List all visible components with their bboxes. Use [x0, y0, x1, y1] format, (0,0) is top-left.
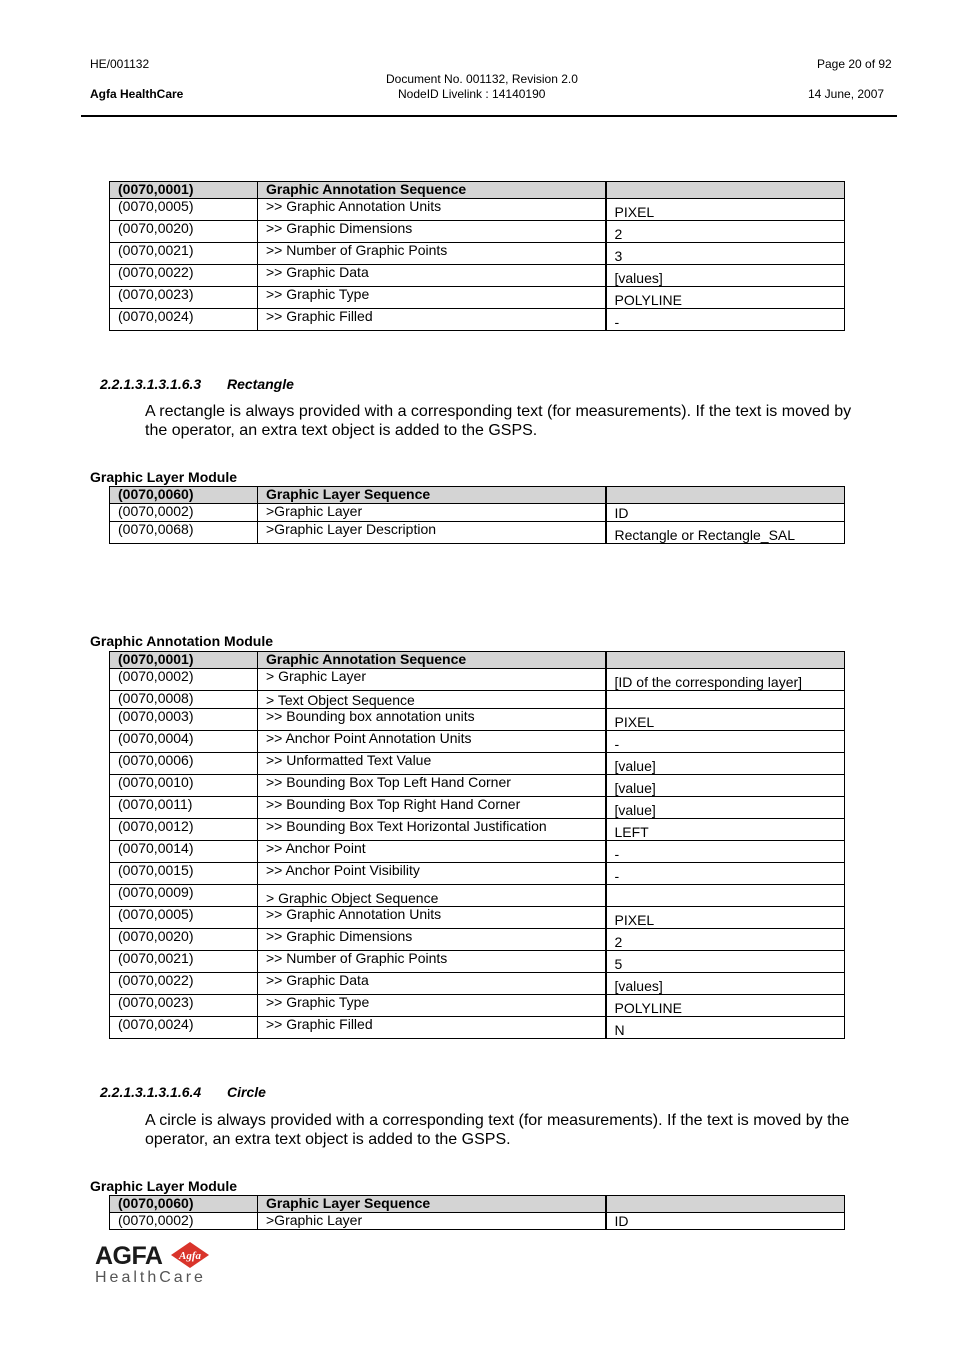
value-cell: PIXEL	[606, 907, 845, 929]
tag-cell: (0070,0002)	[110, 669, 258, 691]
attribute-cell: >> Graphic Data	[258, 973, 606, 995]
attribute-cell: >> Graphic Data	[258, 265, 606, 287]
attribute-cell: Graphic Annotation Sequence	[258, 182, 606, 199]
graphic-layer-table-1	[109, 486, 845, 544]
tag-cell: (0070,0002)	[110, 504, 258, 522]
table-row	[110, 951, 845, 973]
table-row	[110, 907, 845, 929]
attribute-cell: >Graphic Layer	[258, 1213, 606, 1230]
attribute-cell: > Graphic Layer	[258, 669, 606, 691]
table-row	[110, 199, 845, 221]
tag-cell: (0070,0010)	[110, 775, 258, 797]
table-row	[110, 669, 845, 691]
value-cell: -	[606, 841, 845, 863]
graphic-annotation-table-2	[109, 651, 845, 1039]
value-cell: 2	[606, 929, 845, 951]
value-cell	[606, 652, 845, 669]
tag-cell: (0070,0060)	[110, 1196, 258, 1213]
attribute-cell: >> Bounding Box Text Horizontal Justification	[258, 819, 606, 841]
value-cell: PIXEL	[606, 709, 845, 731]
logo-badge-text: Agfa	[179, 1250, 201, 1262]
table-header-row	[110, 182, 845, 199]
document-date: 14 June, 2007	[808, 87, 885, 101]
table-row	[110, 504, 845, 522]
table-row	[110, 775, 845, 797]
value-cell: -	[606, 309, 845, 331]
value-cell	[606, 885, 845, 907]
attribute-cell: >> Graphic Type	[258, 995, 606, 1017]
value-cell	[606, 487, 845, 504]
attribute-cell: >> Graphic Type	[258, 287, 606, 309]
table-row	[110, 929, 845, 951]
table-row	[110, 691, 845, 709]
tag-cell: (0070,0020)	[110, 929, 258, 951]
module-title: Graphic Layer Module	[90, 469, 238, 485]
section-number: 2.2.1.3.1.3.1.6.4	[100, 1084, 202, 1100]
attribute-cell: >> Graphic Annotation Units	[258, 199, 606, 221]
section-title: Rectangle	[227, 376, 294, 392]
value-cell: [ID of the corresponding layer]	[606, 669, 845, 691]
document-number: Document No. 001132, Revision 2.0	[386, 72, 578, 86]
section-number: 2.2.1.3.1.3.1.6.3	[100, 376, 202, 392]
tag-cell: (0070,0014)	[110, 841, 258, 863]
attribute-cell: >> Number of Graphic Points	[258, 243, 606, 265]
table-row	[110, 995, 845, 1017]
table-header-row	[110, 1196, 845, 1213]
tag-cell: (0070,0015)	[110, 863, 258, 885]
table-row	[110, 863, 845, 885]
tag-cell: (0070,0002)	[110, 1213, 258, 1230]
tag-cell: (0070,0011)	[110, 797, 258, 819]
tag-cell: (0070,0020)	[110, 221, 258, 243]
value-cell: [values]	[606, 973, 845, 995]
value-cell: 5	[606, 951, 845, 973]
value-cell	[606, 182, 845, 199]
tag-cell: (0070,0024)	[110, 309, 258, 331]
agfa-healthcare-logo	[95, 1240, 225, 1290]
tag-cell: (0070,0068)	[110, 522, 258, 544]
tag-cell: (0070,0006)	[110, 753, 258, 775]
tag-cell: (0070,0001)	[110, 652, 258, 669]
attribute-cell: Graphic Annotation Sequence	[258, 652, 606, 669]
tag-cell: (0070,0060)	[110, 487, 258, 504]
tag-cell: (0070,0022)	[110, 265, 258, 287]
value-cell: ID	[606, 1213, 845, 1230]
attribute-cell: >> Graphic Dimensions	[258, 221, 606, 243]
value-cell: ID	[606, 504, 845, 522]
attribute-cell: >> Graphic Annotation Units	[258, 907, 606, 929]
tag-cell: (0070,0024)	[110, 1017, 258, 1039]
table-row	[110, 1017, 845, 1039]
table-row	[110, 753, 845, 775]
table-row	[110, 1213, 845, 1230]
table-row	[110, 819, 845, 841]
attribute-cell: > Graphic Object Sequence	[258, 885, 606, 907]
value-cell	[606, 1196, 845, 1213]
attribute-cell: >Graphic Layer Description	[258, 522, 606, 544]
value-cell: POLYLINE	[606, 287, 845, 309]
table-row	[110, 309, 845, 331]
value-cell: Rectangle or Rectangle_SAL	[606, 522, 845, 544]
attribute-cell: >> Unformatted Text Value	[258, 753, 606, 775]
tag-cell: (0070,0005)	[110, 199, 258, 221]
value-cell: POLYLINE	[606, 995, 845, 1017]
agfa-rhombus-icon	[169, 1240, 211, 1270]
tag-cell: (0070,0023)	[110, 995, 258, 1017]
table-row	[110, 287, 845, 309]
value-cell: 2	[606, 221, 845, 243]
tag-cell: (0070,0004)	[110, 731, 258, 753]
value-cell	[606, 691, 845, 709]
header-divider	[81, 115, 897, 117]
document-code: HE/001132	[90, 57, 150, 71]
attribute-cell: >> Number of Graphic Points	[258, 951, 606, 973]
value-cell: -	[606, 863, 845, 885]
value-cell: [value]	[606, 797, 845, 819]
table-row	[110, 221, 845, 243]
table-row	[110, 973, 845, 995]
attribute-cell: >> Bounding Box Top Right Hand Corner	[258, 797, 606, 819]
tag-cell: (0070,0001)	[110, 182, 258, 199]
table-row	[110, 522, 845, 544]
section-paragraph-line: A rectangle is always provided with a corresponding text (for measurements). If the text is moved by	[145, 403, 852, 420]
value-cell: N	[606, 1017, 845, 1039]
attribute-cell: >> Anchor Point Visibility	[258, 863, 606, 885]
attribute-cell: > Text Object Sequence	[258, 691, 606, 709]
section-paragraph-line: A circle is always provided with a corresponding text (for measurements). If the text is moved by the	[145, 1112, 850, 1129]
tag-cell: (0070,0009)	[110, 885, 258, 907]
attribute-cell: >Graphic Layer	[258, 504, 606, 522]
value-cell: LEFT	[606, 819, 845, 841]
tag-cell: (0070,0012)	[110, 819, 258, 841]
table-row	[110, 885, 845, 907]
attribute-cell: Graphic Layer Sequence	[258, 1196, 606, 1213]
value-cell: 3	[606, 243, 845, 265]
table-row	[110, 709, 845, 731]
attribute-cell: >> Bounding Box Top Left Hand Corner	[258, 775, 606, 797]
attribute-cell: >> Bounding box annotation units	[258, 709, 606, 731]
table-header-row	[110, 487, 845, 504]
value-cell: -	[606, 731, 845, 753]
module-title: Graphic Layer Module	[90, 1178, 238, 1194]
tag-cell: (0070,0021)	[110, 951, 258, 973]
graphic-annotation-table-1	[109, 181, 845, 331]
value-cell: [value]	[606, 753, 845, 775]
section-paragraph-line: operator, an extra text object is added to the GSPS.	[145, 1131, 511, 1148]
module-title: Graphic Annotation Module	[90, 633, 274, 649]
table-row	[110, 841, 845, 863]
page-number: Page 20 of 92	[817, 57, 892, 71]
logo-subtitle: HealthCare	[95, 1269, 206, 1286]
table-row	[110, 265, 845, 287]
tag-cell: (0070,0003)	[110, 709, 258, 731]
tag-cell: (0070,0005)	[110, 907, 258, 929]
value-cell: PIXEL	[606, 199, 845, 221]
attribute-cell: >> Anchor Point	[258, 841, 606, 863]
attribute-cell: >> Graphic Filled	[258, 309, 606, 331]
attribute-cell: >> Graphic Filled	[258, 1017, 606, 1039]
table-row	[110, 731, 845, 753]
tag-cell: (0070,0022)	[110, 973, 258, 995]
attribute-cell: Graphic Layer Sequence	[258, 487, 606, 504]
logo-wordmark: AGFA	[95, 1242, 163, 1270]
table-row	[110, 797, 845, 819]
tag-cell: (0070,0021)	[110, 243, 258, 265]
attribute-cell: >> Graphic Dimensions	[258, 929, 606, 951]
tag-cell: (0070,0023)	[110, 287, 258, 309]
value-cell: [value]	[606, 775, 845, 797]
attribute-cell: >> Anchor Point Annotation Units	[258, 731, 606, 753]
value-cell: [values]	[606, 265, 845, 287]
section-paragraph-line: the operator, an extra text object is added to the GSPS.	[145, 422, 538, 439]
section-title: Circle	[227, 1084, 266, 1100]
table-header-row	[110, 652, 845, 669]
table-row	[110, 243, 845, 265]
graphic-layer-table-2	[109, 1195, 845, 1230]
node-id: NodeID Livelink : 14140190	[398, 87, 546, 101]
tag-cell: (0070,0008)	[110, 691, 258, 709]
company-name: Agfa HealthCare	[90, 87, 184, 101]
